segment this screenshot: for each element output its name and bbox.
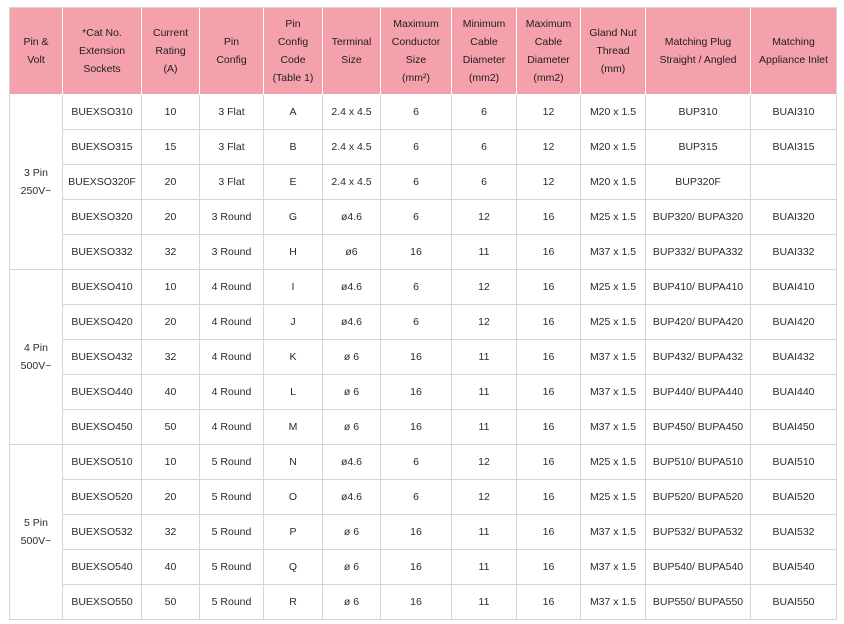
table-body [10,95,837,620]
header-line: *Cat No. [82,27,122,39]
cell-max-cable-diameter: 16 [517,410,581,445]
cell-matching-inlet: BUAI550 [751,585,837,620]
cell-matching-plug: BUP310 [646,95,751,130]
cell-current-rating: 32 [142,515,200,550]
cell-min-cable-diameter: 11 [452,550,517,585]
cell-pin-config: 4 Round [200,270,264,305]
header-line: (A) [163,63,178,75]
cell-pin-config: 5 Round [200,480,264,515]
header-line: Config [216,54,247,66]
table-row [10,375,837,410]
table-row [10,550,837,585]
header-line: Rating [155,45,186,57]
cell-current-rating: 20 [142,165,200,200]
cell-min-cable-diameter: 11 [452,515,517,550]
cell-matching-plug: BUP315 [646,130,751,165]
cell-pin-config-code: K [264,340,323,375]
pin-volt-group-cell [10,95,63,270]
cell-matching-inlet: BUAI540 [751,550,837,585]
cell-pin-config: 4 Round [200,375,264,410]
cell-terminal-size: ø4.6 [323,270,381,305]
cell-min-cable-diameter: 11 [452,340,517,375]
cell-max-cable-diameter: 16 [517,200,581,235]
cell-terminal-size: 2.4 x 4.5 [323,165,381,200]
cell-min-cable-diameter: 6 [452,130,517,165]
cell-matching-plug: BUP320F [646,165,751,200]
cell-matching-plug: BUP450/ BUPA450 [646,410,751,445]
cell-max-conductor-size: 16 [381,550,452,585]
cell-matching-inlet: BUAI532 [751,515,837,550]
cell-pin-config: 3 Flat [200,165,264,200]
header-row [10,8,837,95]
cell-matching-inlet: BUAI510 [751,445,837,480]
header-matching-plug [646,8,751,95]
cell-max-conductor-size: 6 [381,130,452,165]
cell-matching-plug: BUP410/ BUPA410 [646,270,751,305]
cell-gland-nut-thread: M37 x 1.5 [581,550,646,585]
cell-max-conductor-size: 6 [381,95,452,130]
cell-matching-inlet: BUAI450 [751,410,837,445]
cell-pin-config-code: L [264,375,323,410]
pin-volt-group-cell [10,270,63,445]
header-cat-no [63,8,142,95]
cell-matching-plug: BUP332/ BUPA332 [646,235,751,270]
cell-matching-inlet: BUAI520 [751,480,837,515]
header-max-cable-diameter [517,8,581,95]
cell-pin-config-code: O [264,480,323,515]
cell-gland-nut-thread: M37 x 1.5 [581,375,646,410]
header-current-rating [142,8,200,95]
cell-max-conductor-size: 6 [381,270,452,305]
cell-pin-config-code: R [264,585,323,620]
cell-matching-plug: BUP532/ BUPA532 [646,515,751,550]
cell-matching-inlet: BUAI310 [751,95,837,130]
cell-max-conductor-size: 6 [381,165,452,200]
cell-current-rating: 10 [142,95,200,130]
cell-current-rating: 40 [142,375,200,410]
header-line: (mm2) [468,72,500,84]
header-line: Terminal [331,36,372,48]
cell-pin-config-code: M [264,410,323,445]
pin-volt-group-cell [10,445,63,620]
cell-min-cable-diameter: 12 [452,445,517,480]
cell-terminal-size: ø4.6 [323,480,381,515]
header-line: Pin [223,36,240,48]
cell-pin-config: 4 Round [200,410,264,445]
cell-pin-config: 5 Round [200,445,264,480]
cell-matching-inlet: BUAI420 [751,305,837,340]
cell-cat-no: BUEXSO440 [63,375,142,410]
header-terminal-size [323,8,381,95]
cell-gland-nut-thread: M20 x 1.5 [581,165,646,200]
header-line: Config [277,36,309,48]
header-line: Pin [285,18,301,30]
header-matching-inlet [751,8,837,95]
pin-volt-line: 3 Pin [24,167,48,179]
cell-pin-config: 3 Round [200,235,264,270]
cell-matching-inlet: BUAI410 [751,270,837,305]
cell-pin-config-code: N [264,445,323,480]
header-pin-config [200,8,264,95]
header-min-cable-diameter [452,8,517,95]
table-header [10,8,837,95]
header-line: Matching [772,36,815,48]
header-max-conductor-size [381,8,452,95]
header-line: Thread [596,45,630,57]
cell-min-cable-diameter: 12 [452,270,517,305]
cell-matching-inlet: BUAI315 [751,130,837,165]
cell-cat-no: BUEXSO532 [63,515,142,550]
cell-min-cable-diameter: 6 [452,165,517,200]
cell-current-rating: 20 [142,305,200,340]
cell-gland-nut-thread: M37 x 1.5 [581,585,646,620]
cell-terminal-size: ø 6 [323,550,381,585]
header-line: Size [341,54,362,66]
cell-terminal-size: 2.4 x 4.5 [323,95,381,130]
cell-pin-config-code: B [264,130,323,165]
cell-matching-plug: BUP440/ BUPA440 [646,375,751,410]
cell-cat-no: BUEXSO450 [63,410,142,445]
cell-max-conductor-size: 16 [381,410,452,445]
header-line: Code [280,54,306,66]
cell-current-rating: 32 [142,340,200,375]
cell-cat-no: BUEXSO540 [63,550,142,585]
cell-pin-config: 5 Round [200,585,264,620]
table-row [10,165,837,200]
header-pin-config-code [264,8,323,95]
cell-max-conductor-size: 16 [381,375,452,410]
cell-matching-inlet [751,165,837,200]
table-row [10,340,837,375]
cell-current-rating: 10 [142,445,200,480]
cell-current-rating: 32 [142,235,200,270]
cell-pin-config-code: E [264,165,323,200]
header-line: Cable [534,36,563,48]
cell-pin-config: 4 Round [200,340,264,375]
cell-current-rating: 15 [142,130,200,165]
cell-gland-nut-thread: M37 x 1.5 [581,235,646,270]
cell-max-cable-diameter: 16 [517,340,581,375]
header-line: Extension [78,45,126,57]
cell-max-conductor-size: 6 [381,200,452,235]
table-row [10,585,837,620]
cell-max-cable-diameter: 16 [517,305,581,340]
table-row [10,270,837,305]
cell-pin-config-code: H [264,235,323,270]
table-row [10,200,837,235]
pin-volt-line: 500V~ [20,360,52,372]
cell-matching-plug: BUP510/ BUPA510 [646,445,751,480]
cell-terminal-size: ø4.6 [323,200,381,235]
cell-current-rating: 20 [142,480,200,515]
cell-gland-nut-thread: M37 x 1.5 [581,515,646,550]
header-line: Size [405,54,427,66]
cell-gland-nut-thread: M25 x 1.5 [581,270,646,305]
cell-gland-nut-thread: M20 x 1.5 [581,130,646,165]
cell-gland-nut-thread: M25 x 1.5 [581,480,646,515]
header-line: (Table 1) [272,72,314,84]
cell-min-cable-diameter: 11 [452,235,517,270]
spec-table [9,7,837,620]
cell-matching-plug: BUP540/ BUPA540 [646,550,751,585]
cell-cat-no: BUEXSO310 [63,95,142,130]
header-line: Volt [27,54,45,66]
cell-max-cable-diameter: 12 [517,130,581,165]
cell-pin-config: 5 Round [200,550,264,585]
header-line: Diameter [462,54,506,66]
cell-max-conductor-size: 6 [381,305,452,340]
header-line: Appliance Inlet [759,54,828,66]
header-line: Matching Plug [664,36,732,48]
cell-current-rating: 40 [142,550,200,585]
cell-matching-inlet: BUAI440 [751,375,837,410]
cell-matching-inlet: BUAI320 [751,200,837,235]
cell-gland-nut-thread: M37 x 1.5 [581,340,646,375]
cell-max-cable-diameter: 16 [517,270,581,305]
cell-max-cable-diameter: 16 [517,480,581,515]
cell-terminal-size: ø6 [323,235,381,270]
cell-min-cable-diameter: 11 [452,375,517,410]
cell-pin-config-code: Q [264,550,323,585]
cell-gland-nut-thread: M25 x 1.5 [581,200,646,235]
table-row [10,305,837,340]
header-line: (mm) [600,63,626,75]
cell-matching-inlet: BUAI432 [751,340,837,375]
cell-matching-plug: BUP550/ BUPA550 [646,585,751,620]
table-row [10,515,837,550]
cell-pin-config: 4 Round [200,305,264,340]
cell-terminal-size: ø 6 [323,375,381,410]
cell-matching-inlet: BUAI332 [751,235,837,270]
cell-max-conductor-size: 6 [381,445,452,480]
cell-pin-config: 3 Flat [200,130,264,165]
header-line: Pin & [23,36,49,48]
cell-max-cable-diameter: 12 [517,165,581,200]
cell-pin-config-code: G [264,200,323,235]
header-line: Sockets [83,63,121,75]
pin-volt-line: 250V~ [20,185,52,197]
cell-cat-no: BUEXSO410 [63,270,142,305]
cell-gland-nut-thread: M25 x 1.5 [581,445,646,480]
table-row [10,130,837,165]
cell-max-conductor-size: 16 [381,235,452,270]
cell-current-rating: 50 [142,585,200,620]
cell-min-cable-diameter: 11 [452,585,517,620]
pin-volt-line: 5 Pin [24,517,48,529]
cell-pin-config: 5 Round [200,515,264,550]
cell-terminal-size: ø 6 [323,340,381,375]
cell-cat-no: BUEXSO332 [63,235,142,270]
cell-gland-nut-thread: M37 x 1.5 [581,410,646,445]
header-line: Maximum [525,18,572,30]
table-row [10,480,837,515]
cell-terminal-size: 2.4 x 4.5 [323,130,381,165]
cell-cat-no: BUEXSO432 [63,340,142,375]
header-line: Gland Nut [589,27,637,39]
cell-min-cable-diameter: 11 [452,410,517,445]
cell-terminal-size: ø4.6 [323,445,381,480]
header-line: (mm2) [533,72,564,84]
cell-terminal-size: ø 6 [323,585,381,620]
cell-min-cable-diameter: 6 [452,95,517,130]
header-gland-nut-thread [581,8,646,95]
header-line: Minimum [462,18,506,30]
header-pin-volt [10,8,63,95]
cell-max-cable-diameter: 16 [517,235,581,270]
cell-min-cable-diameter: 12 [452,305,517,340]
cell-matching-plug: BUP520/ BUPA520 [646,480,751,515]
cell-cat-no: BUEXSO550 [63,585,142,620]
header-line: Conductor [391,36,441,48]
header-line: Maximum [393,18,439,30]
cell-terminal-size: ø4.6 [323,305,381,340]
cell-cat-no: BUEXSO320F [63,165,142,200]
cell-max-cable-diameter: 16 [517,550,581,585]
table-row [10,410,837,445]
cell-matching-plug: BUP420/ BUPA420 [646,305,751,340]
cell-gland-nut-thread: M20 x 1.5 [581,95,646,130]
cell-terminal-size: ø 6 [323,410,381,445]
cell-terminal-size: ø 6 [323,515,381,550]
cell-gland-nut-thread: M25 x 1.5 [581,305,646,340]
pin-volt-line: 4 Pin [24,342,48,354]
cell-current-rating: 50 [142,410,200,445]
cell-pin-config: 3 Flat [200,95,264,130]
cell-pin-config-code: P [264,515,323,550]
cell-max-conductor-size: 16 [381,585,452,620]
cell-pin-config: 3 Round [200,200,264,235]
cell-cat-no: BUEXSO510 [63,445,142,480]
cell-pin-config-code: A [264,95,323,130]
cell-max-cable-diameter: 16 [517,445,581,480]
cell-cat-no: BUEXSO315 [63,130,142,165]
cell-min-cable-diameter: 12 [452,200,517,235]
table-row [10,445,837,480]
pin-volt-line: 500V~ [20,535,52,547]
cell-max-cable-diameter: 12 [517,95,581,130]
header-line: Diameter [527,54,570,66]
cell-cat-no: BUEXSO520 [63,480,142,515]
header-line: Current [152,27,188,39]
cell-max-cable-diameter: 16 [517,375,581,410]
cell-max-conductor-size: 16 [381,340,452,375]
cell-max-cable-diameter: 16 [517,585,581,620]
cell-matching-plug: BUP432/ BUPA432 [646,340,751,375]
cell-min-cable-diameter: 12 [452,480,517,515]
cell-cat-no: BUEXSO420 [63,305,142,340]
header-line: Cable [470,36,498,48]
cell-matching-plug: BUP320/ BUPA320 [646,200,751,235]
cell-max-conductor-size: 6 [381,480,452,515]
table-row [10,235,837,270]
cell-cat-no: BUEXSO320 [63,200,142,235]
cell-current-rating: 10 [142,270,200,305]
header-line: Straight / Angled [659,54,737,66]
cell-max-cable-diameter: 16 [517,515,581,550]
cell-max-conductor-size: 16 [381,515,452,550]
table-row [10,95,837,130]
cell-pin-config-code: J [264,305,323,340]
header-line: (mm²) [402,72,430,84]
cell-current-rating: 20 [142,200,200,235]
cell-pin-config-code: I [264,270,323,305]
